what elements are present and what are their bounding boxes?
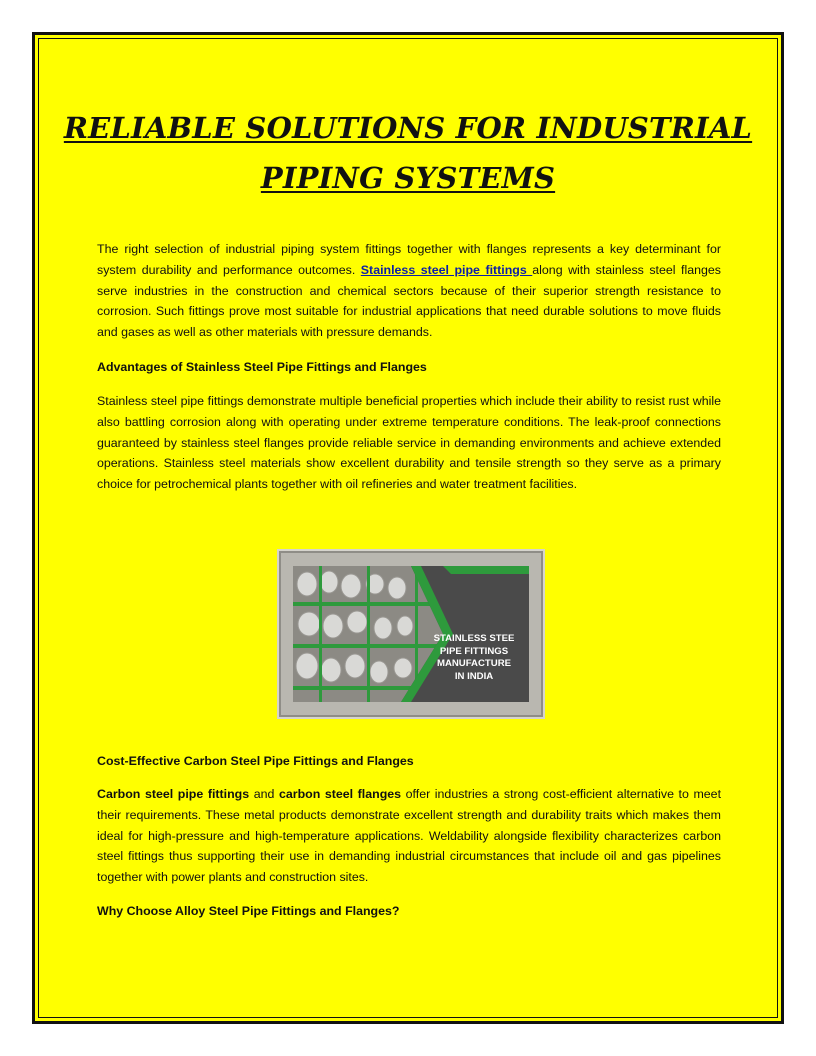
- overlay-line-1: STAINLESS STEE: [433, 633, 515, 644]
- document-page: [32, 32, 784, 1024]
- carbon-and: and: [249, 787, 279, 801]
- section-alloy: [97, 901, 721, 922]
- section-advantages: [97, 357, 721, 378]
- carbon-body: offer industries a strong cost-efficient alternative to meet their requirements. These metal products demonstrate excellent strength and durability traits which makes them ideal for high-pressure and high-temperature applications. Weldability alongside flexibility characterizes carbon steel fittings thus supporting their use in demanding industrial circumstances that include oil and gas pipelines together with power plants and construction sites.: [97, 787, 722, 885]
- carbon-paragraph: [97, 784, 721, 888]
- carbon-flanges-term: carbon steel flanges: [278, 787, 402, 801]
- image-caption-overlay: [419, 633, 529, 683]
- page-title: [35, 103, 781, 203]
- intro-paragraph: [97, 239, 721, 343]
- stainless-steel-fittings-link[interactable]: Stainless steel pipe fittings: [360, 262, 533, 277]
- alloy-heading: Why Choose Alloy Steel Pipe Fittings and Flanges?: [97, 904, 400, 918]
- advantages-body: Stainless steel pipe fittings demonstrate multiple beneficial properties which include their ability to resist rust while also battling corrosion along with operating under extreme temperature conditions. The leak-proof connections guaranteed by stainless steel flanges provide reliable service in demanding environments and achieve extended operations. Stainless steel materials show excellent durability and tensile strength so they serve as a primary choice for petrochemical plants together with oil refineries and water treatment facilities.: [97, 394, 721, 492]
- carbon-fittings-term: Carbon steel pipe fittings: [97, 787, 250, 801]
- carbon-heading: Cost-Effective Carbon Steel Pipe Fittings and Flanges: [97, 754, 414, 768]
- overlay-line-3: MANUFACTURE: [436, 658, 512, 669]
- intro-text-before: The right selection of industrial piping system fittings together with flanges represents a key determinant for system durability and performance outcomes.: [97, 242, 721, 277]
- advantages-heading: Advantages of Stainless Steel Pipe Fittings and Flanges: [97, 360, 427, 374]
- stainless-steel-image: [277, 549, 545, 719]
- title-line-1: RELIABLE SOLUTIONS FOR INDUSTRIAL: [63, 111, 753, 145]
- overlay-line-4: IN INDIA: [454, 670, 494, 682]
- title-line-2: PIPING SYSTEMS: [260, 161, 556, 195]
- overlay-line-2: PIPE FITTINGS: [439, 645, 509, 657]
- advantages-paragraph: [97, 391, 721, 495]
- intro-text-after: along with stainless steel flanges serve industries in the construction and chemical sectors because of their superior strength resistance to corrosion. Such fittings prove most suitable for industrial applications that need durable solutions to move fluids and gases as well as other materials with pressure demands.: [97, 262, 722, 340]
- section-carbon: [97, 751, 721, 772]
